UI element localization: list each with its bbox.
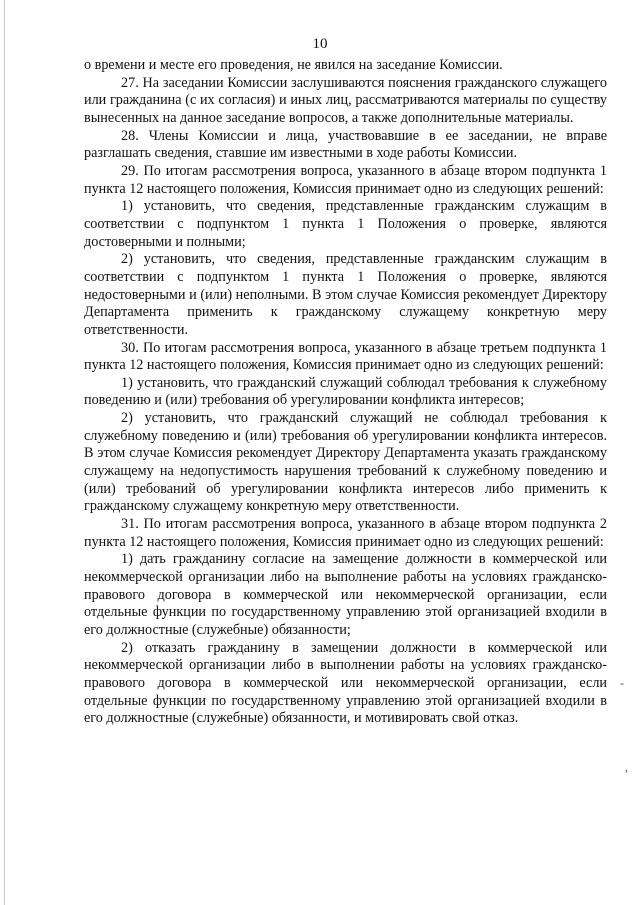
margin-mark: - (620, 676, 624, 690)
margin-mark: , (625, 760, 628, 774)
page-number: 10 (312, 36, 328, 52)
paragraph-29: 29. По итогам рассмотрения вопроса, указанного в абзаце втором подпункта 1 пункта 12 настоящего положения, Комиссия принимает одно из следующих решений: (84, 162, 607, 197)
paragraph-29-item-1: 1) установить, что сведения, представленные гражданским служащим в соответствии с подпунктом 1 пункта 1 Положения о проверке, являются достоверными и полными; (84, 198, 607, 250)
paragraph-continuation: о времени и месте его проведения, не явился на заседание Комиссии. (84, 57, 503, 73)
paragraph-29-item-2: 2) установить, что сведения, представленные гражданским служащим в соответствии с подпунктом 1 пункта 1 Положения о проверке, являются недостоверными и (или) неполными. В этом случае Комиссия рекомендует Директору Департамента применить к гражданскому служащему конкретную меру ответственности. (84, 251, 607, 338)
paragraph-30-item-1: 1) установить, что гражданский служащий соблюдал требования к служебному поведению и (или) требования об урегулировании конфликта интересов; (84, 374, 607, 409)
paragraph-30-item-2: 2) установить, что гражданский служащий не соблюдал требования к служебному поведению и (или) требования об урегулировании конфликта интересов. В этом случае Комиссия рекомендует Директору Департамента указать гражданскому служащему на недопустимость нарушения требований к служебному поведению и (или) требований об урегулировании конфликта интересов либо применить к гражданскому служащему конкретную меру ответственности. (84, 410, 607, 515)
paragraph-31-item-2: 2) отказать гражданину в замещении должности в коммерческой или некоммерческой организации либо в выполнении работы на условиях гражданско-правового договора в коммерческой или некоммерческой организации, если отдельные функции по государственному управлению этой организацией входили в его должностные (служебные) обязанности, и мотивировать свой отказ. (84, 639, 607, 727)
paragraph-30: 30. По итогам рассмотрения вопроса, указанного в абзаце третьем подпункта 1 пункта 12 настоящего положения, Комиссия принимает одно из следующих решений: (84, 339, 607, 374)
paragraph-28: 28. Члены Комиссии и лица, участвовавшие в ее заседании, не вправе разглашать сведения, ставшие им известными в ходе работы Комиссии. (84, 127, 607, 162)
paragraph-27: 27. На заседании Комиссии заслушиваются пояснения гражданского служащего или гражданина (с их согласия) и иных лиц, рассматриваются материалы по существу вынесенных на данное заседание вопросов, а также дополнительные материалы. (84, 74, 607, 126)
paragraph-31-item-1: 1) дать гражданину согласие на замещение должности в коммерческой или некоммерческой организации либо на выполнение работы на условиях гражданско-правового договора в коммерческой или некоммерческой организации, если отдельные функции по государственному управлению этой организацией входили в его должностные (служебные) обязанности; (84, 551, 607, 638)
document-body (84, 57, 607, 728)
scan-edge-line (4, 0, 5, 905)
paragraph-31: 31. По итогам рассмотрения вопроса, указанного в абзаце втором подпункта 2 пункта 12 настоящего положения, Комиссия принимает одно из следующих решений: (84, 516, 607, 550)
